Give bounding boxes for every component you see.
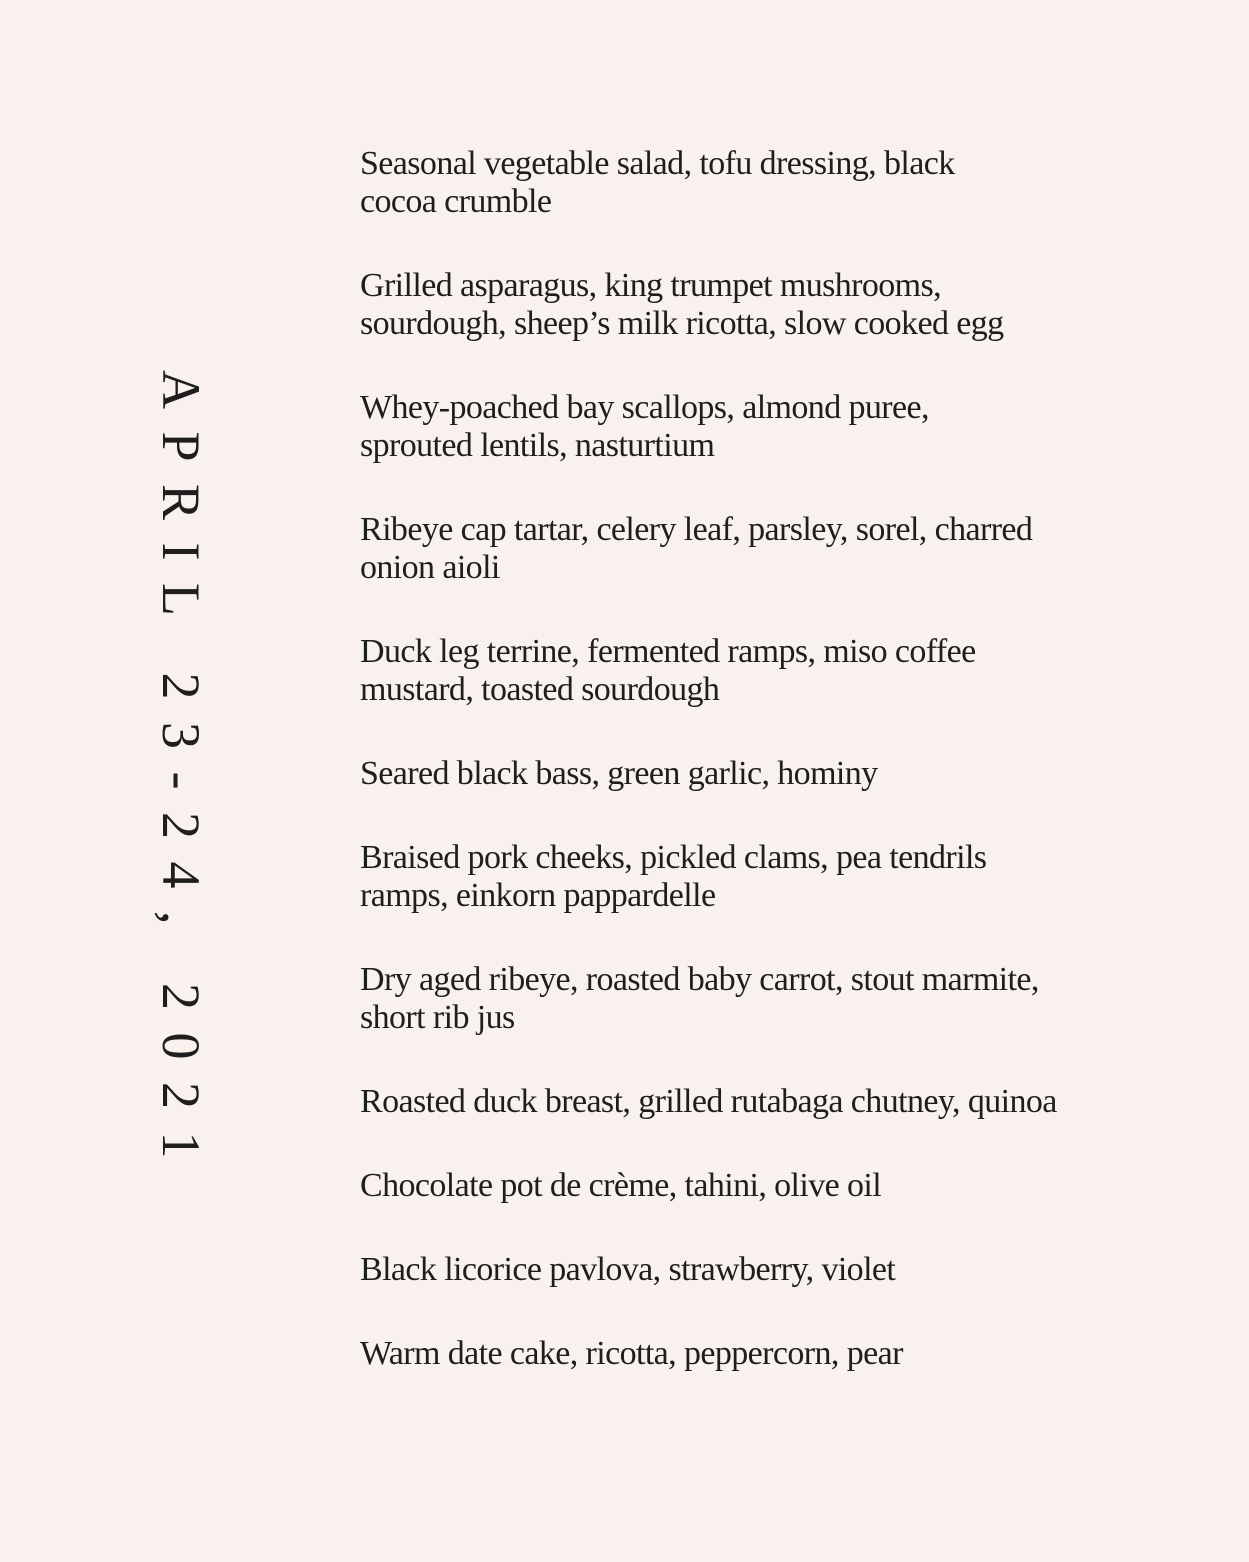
menu-item xyxy=(360,633,1100,709)
menu-item xyxy=(360,961,1100,1037)
menu-item-line: Seared black bass, green garlic, hominy xyxy=(360,755,878,792)
menu-item-line: Duck leg terrine, fermented ramps, miso coffee xyxy=(360,633,976,670)
menu-item-line: mustard, toasted sourdough xyxy=(360,671,720,708)
menu-item-line: ramps, einkorn pappardelle xyxy=(360,877,716,914)
menu-item-line: Black licorice pavlova, strawberry, violet xyxy=(360,1251,896,1288)
menu-item-line: Chocolate pot de crème, tahini, olive oil xyxy=(360,1167,882,1204)
menu-item xyxy=(360,839,1100,915)
menu-item-line: Seasonal vegetable salad, tofu dressing, black xyxy=(360,145,955,182)
menu-list xyxy=(360,145,1100,1419)
menu-item-line: Grilled asparagus, king trumpet mushrooms, xyxy=(360,267,942,304)
menu-item xyxy=(360,145,1100,221)
menu-item-line: cocoa crumble xyxy=(360,183,552,220)
menu-item-line: short rib jus xyxy=(360,999,515,1036)
menu-item-line: sprouted lentils, nasturtium xyxy=(360,427,715,464)
menu-item-line: onion aioli xyxy=(360,549,500,586)
menu-item xyxy=(360,511,1100,587)
menu-item-line: Braised pork cheeks, pickled clams, pea tendrils xyxy=(360,839,987,876)
menu-item xyxy=(360,1251,1100,1289)
menu-item xyxy=(360,1083,1100,1121)
menu-item-line: Ribeye cap tartar, celery leaf, parsley, sorel, charred xyxy=(360,511,1033,548)
menu-item xyxy=(360,1167,1100,1205)
menu-item-line: sourdough, sheep’s milk ricotta, slow cooked egg xyxy=(360,305,1004,342)
menu-item xyxy=(360,1335,1100,1373)
date-banner xyxy=(150,370,212,1190)
menu-item-line: Whey-poached bay scallops, almond puree, xyxy=(360,389,929,426)
menu-item xyxy=(360,267,1100,343)
menu-item-line: Warm date cake, ricotta, peppercorn, pear xyxy=(360,1335,903,1372)
menu-item xyxy=(360,389,1100,465)
menu-item-line: Dry aged ribeye, roasted baby carrot, stout marmite, xyxy=(360,961,1039,998)
menu-item xyxy=(360,755,1100,793)
event-date: APRIL 23-24, 2021 xyxy=(151,370,211,1181)
menu-item-line: Roasted duck breast, grilled rutabaga chutney, quinoa xyxy=(360,1083,1057,1120)
